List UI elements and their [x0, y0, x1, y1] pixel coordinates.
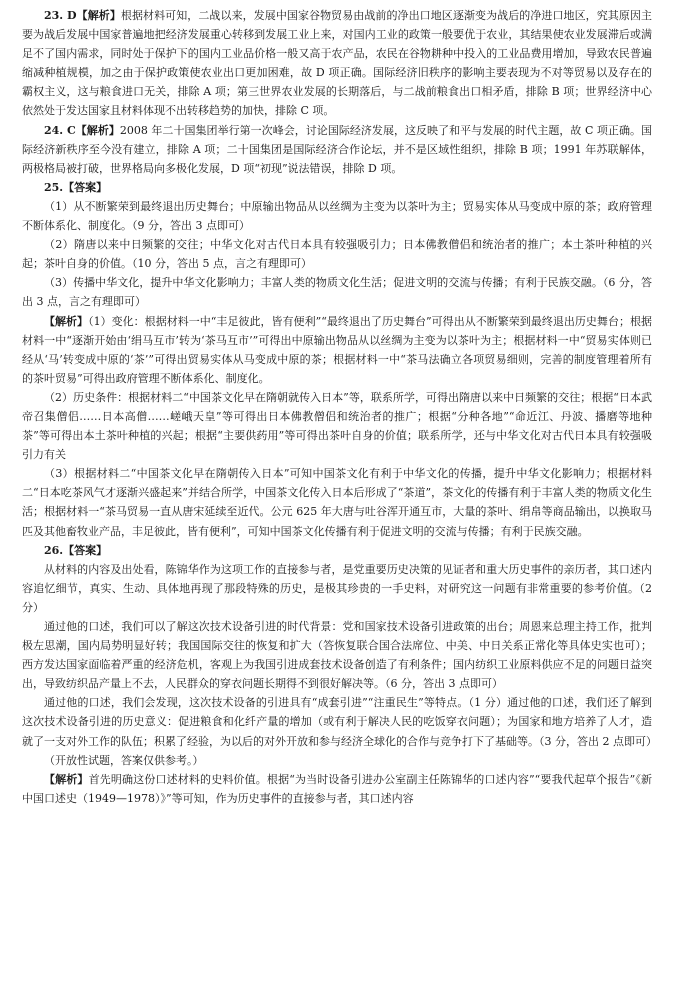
answer-26-heading: 26.【答案】 [44, 543, 108, 557]
answer-23-heading: 23. D【解析】 [44, 9, 121, 22]
analysis-25-part-1-text: （1）变化：根据材料一中“丰足彼此，皆有便利”“最终退出了历史舞台”可得出从不断繁荣到最终退出历史舞台；根据材料一中“逐渐开始由‘绢马互市’转为‘茶马互市’”可得出中原输出物品从以丝绸为主变为以茶叶为主；根据材料一中“贸易实体则已经从‘马’转变成中原的‘茶’”可得出贸易实体从马变成中原的茶；根据材料一中“茶马法确立各项贸易细则，完善的制度管理着所有的茶叶贸易”可得出政府管理不断体系化、制度化。 [22, 314, 652, 385]
analysis-26-text: 首先明确这份口述材料的史料价值。根据“为当时设备引进办公室副主任陈锦华的口述内容”“要我代起草个报告”《新中国口述史（1949—1978）》”等可知，作为历史事件的直接参与者，其口述内容 [22, 772, 653, 805]
answer-26-para-2 [22, 617, 652, 693]
answer-25-part-2 [22, 235, 652, 273]
answer-26-note [22, 751, 652, 770]
answer-26-para-3 [22, 693, 657, 750]
answer-25-heading: 25.【答案】 [44, 180, 108, 194]
answer-25-part-1 [22, 197, 652, 235]
answer-26-heading-line [22, 541, 652, 560]
answer-26-note-text: （开放性试题，答案仅供参考。） [44, 753, 204, 767]
answer-26-para-1 [22, 560, 652, 617]
answer-24-heading: 24. C【解析】 [44, 123, 120, 137]
analysis-25-part-3 [22, 464, 652, 540]
answer-25-part-3-text: （3）传播中华文化，提升中华文化影响力；丰富人类的物质文化生活；促进文明的交流与传播；有利于民族交融。（6 分，答出 3 点，言之有理即可） [22, 276, 652, 309]
answer-25-part-2-text: （2）隋唐以来中日频繁的交往；中华文化对古代日本具有较强吸引力；日本佛教僧侣和统治者的推广；本土茶叶种植的兴起；茶叶自身的价值。（10 分，答出 5 点，言之有理即可） [22, 238, 652, 271]
answer-23 [22, 6, 652, 121]
answer-25-part-3 [22, 273, 652, 311]
analysis-25-part-2-text: （2）历史条件：根据材料二“中国茶文化早在隋朝就传入日本”等，联系所学，可得出隋唐以来中日频繁的交往；根据“日本武帝召集僧侣……日本高僧……嵯峨天皇”等可得出日本佛教僧侣和统治者的推广；根据“分种各地”“命近江、丹波、播磨等地种茶”等可得出本土茶叶种植的兴起；根据“主要供药用”等可得出茶叶自身的价值；联系所学，还与中华文化对古代日本具有较强吸引力有关 [22, 390, 652, 462]
answer-26-para-2-text: 通过他的口述，我们可以了解这次技术设备引进的时代背景：党和国家技术设备引进政策的出台；周恩来总理主持工作，批判极左思潮，国内局势明显好转；我国国际交往的恢复和扩大（答恢复联合国合法席位、中美、中日关系正常化等具体史实也可）；西方发达国家面临着严重的经济危机，客观上为我国引进成套技术设备创造了有利条件；国内纺织工业原料供应不足的问题日益突出，导致纺织品产量上不去，人民群众的穿衣问题长期得不到很好解决等。（6 分，答出 3 点即可） [22, 620, 652, 691]
analysis-25-heading: 【解析】 [44, 314, 89, 328]
answer-24 [22, 121, 652, 178]
analysis-25-part-3-text: （3）根据材料二“中国茶文化早在隋朝传入日本”可知中国茶文化有利于中华文化的传播，提升中华文化影响力；根据材料二“日本吃茶风气才逐渐兴盛起来”并结合所学，中国茶文化传入日本后形成了“茶道”，茶文化的传播有利于丰富人类的物质文化生活；根据材料一“茶马贸易一直从唐宋延续至近代。公元 625 年大唐与吐谷浑开通互市，大量的茶叶、绢帛等商品输出，以换取马匹及其他畜牧业产品，丰足彼此，皆有便利”，可知中国茶文化传播有利于促进文明的交流与传播；有利于民族交融。 [22, 467, 652, 538]
answer-25-heading-line [22, 178, 652, 197]
answer-26-para-1-text: 从材料的内容及出处看，陈锦华作为这项工作的直接参与者，是党重要历史决策的见证者和重大历史事件的亲历者，其口述内容追忆细节，真实、生动、具体地再现了那段特殊的历史，是极其珍贵的一手史料，对研究这一问题有非常重要的参考价值。（2 分） [22, 562, 652, 614]
answer-26-para-3-text: 通过他的口述，我们会发现，这次技术设备的引进具有“成套引进”“注重民生”等特点。（1 分）通过他的口述，我们还了解到这次技术设备引进的历史意义：促进粮食和化纤产量的增加（或有利于解决人民的吃饭穿衣问题）；为国家和地方培养了人才，造就了一支对外工作的队伍；积累了经验，为以后的对外开放和参与经济全球化的合作与竞争打下了基础等。（3 分，答出 2 点即可） [22, 696, 657, 748]
answer-23-text: 根据材料可知，二战以来，发展中国家谷物贸易由战前的净出口地区逐渐变为战后的净进口地区，究其原因主要为战后发展中国家普遍地把经济发展重心转移到发展工业上来，对国内工业的政策一般要优于农业，其结果使农业发展滞后或满足不了国内需求，同时处于保护下的国内工业品价格一般又高于农产品，农民在谷物耕种中投入的工业品费用增加，导致农民普遍缩减种植规模，加之由于保护政策使农业出口更加困难，故 D 项正确。国际经济旧秩序的影响主要表现为不对等贸易以及存在的霸权主义，这与粮食进口无关，排除 A 项；第三世界农业发展的长期落后，与二战前粮食出口相矛盾，排除 B 项；世界经济中心依然处于发达国家且材料体现不出转移趋势的加快，排除 C 项。 [22, 9, 652, 118]
answer-24-text: 2008 年二十国集团举行第一次峰会，讨论国际经济发展，这反映了和平与发展的时代主题，故 C 项正确。国际经济新秩序至今没有建立，排除 A 项；二十国集团是国际经济合作论坛，并不是区域性组织，排除 B 项；1991 年苏联解体，两极格局被打破，世界格局向多极化发展，D 项“初现”说法错误，排除 D 项。 [22, 123, 652, 175]
analysis-25-part-2 [22, 388, 652, 464]
analysis-25-part-1 [22, 312, 652, 388]
analysis-26 [22, 770, 652, 808]
answer-25-part-1-text: （1）从不断繁荣到最终退出历史舞台；中原输出物品从以丝绸为主变为以茶叶为主；贸易实体从马变成中原的茶；政府管理不断体系化、制度化。（9 分，答出 3 点即可） [22, 199, 652, 233]
analysis-26-heading: 【解析】 [44, 772, 89, 786]
